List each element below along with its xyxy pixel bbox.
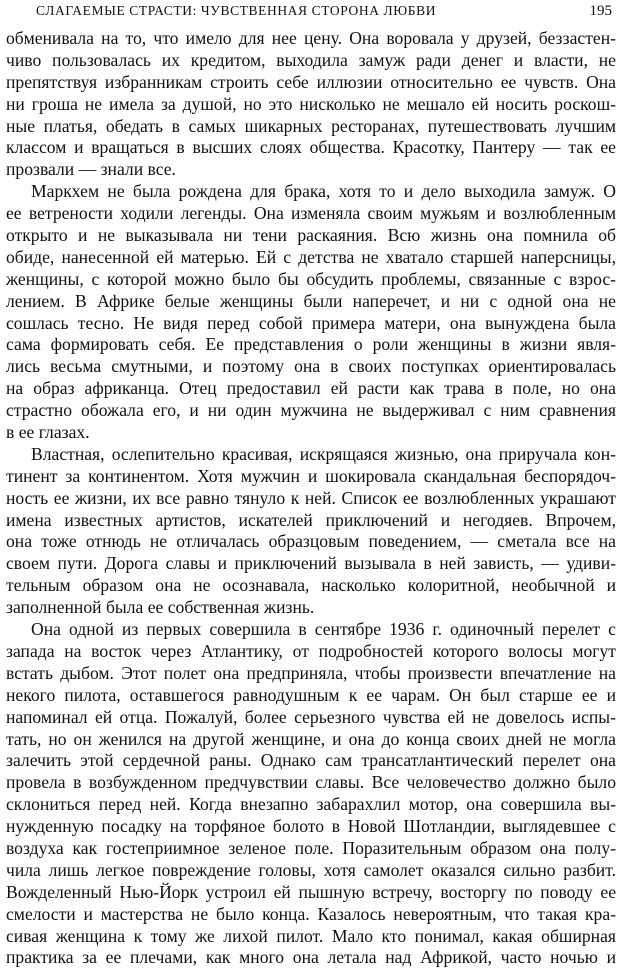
running-head (0, 0, 620, 22)
text-line: воздуха как гостеприимное зеленое поле. Поразительным образом она полу- (6, 837, 616, 858)
text-line: сама формировать себя. Ее представления о роли женщины в жизни явля- (6, 334, 616, 355)
text-line: ее ветрености ходили легенды. Она изменяла своим мужьям и возлюбленным (6, 203, 616, 224)
text-line: сивая женщина к тому же лихой пилот. Мало кто понимал, какая обширная (6, 925, 616, 946)
text-line: обменивала на то, что имело для нее цену. Она воровала у друзей, беззастен- (6, 28, 616, 48)
text-line: чиво пользовалась их кредитом, выходила замуж ради денег и власти, не (6, 49, 616, 70)
text-line: тельным образом она не осознавала, насколько колоритной, необычной и (6, 575, 616, 596)
text-line: заполненной была ее собственная жизнь. (6, 597, 315, 618)
text-line: Вожделенный Нью-Йорк устроил ей пышную встречу, восторгу по поводу ее (6, 881, 616, 902)
text-line: тать, но он женился на другой женщине, и она до конца своих дней не могла (6, 728, 616, 749)
text-line: напоминал ей отца. Пожалуй, более серьезного чувства ей не довелось испы- (6, 706, 616, 727)
text-line: открыто и не выказывала ни тени раскаяния. Всю жизнь она помнила об (6, 225, 616, 246)
text-line: запада на восток через Атлантику, от подробностей которого волосы могут (6, 640, 616, 661)
text-line: имена известных артистов, искателей приключений и негодяев. Впрочем, (6, 509, 616, 530)
text-line: прозвали — знали все. (6, 159, 176, 180)
running-title: СЛАГАЕМЫЕ СТРАСТИ: ЧУВСТВЕННАЯ СТОРОНА ЛЮБВИ (36, 3, 437, 18)
text-line: тинент за континентом. Хотя мужчин и шокировала скандальная беспорядоч- (6, 465, 616, 486)
text-line: она тоже отнюдь не отличалась образцовым поведением, — сметала все на (6, 531, 616, 552)
text-line: обиде, нанесенной ей матерью. Ей с детства не хватало старшей наперсницы, (6, 246, 616, 267)
text-line: страстно обожала его, и ни один мужчина не выдерживал с ним сравнения (6, 400, 616, 421)
text-line: Властная, ослепительно красивая, искрящаяся жизнью, она приручала кон- (31, 443, 616, 464)
text-line: практика за ее плечами, как много она летала над Африкой, часто ночью и (6, 947, 616, 968)
text-line: лись весьма смутными, и поэтому она в своих поступках ориентировалась (6, 356, 616, 377)
text-line: чила лишь легкое повреждение головы, хотя самолет оказался сильно разбит. (6, 859, 616, 880)
text-body (6, 28, 616, 969)
text-line: нужденную посадку на торфяное болото в Новой Шотландии, выглядевшее с (6, 816, 616, 837)
text-line: препятствуя избранникам строить себе иллюзии относительно ее чувств. Она (6, 71, 616, 92)
text-line: склониться перед ней. Когда внезапно забарахлил мотор, она совершила вы- (6, 794, 616, 815)
text-line: классом и вращаться в высших слоях общества. Красотку, Пантеру — так ее (6, 137, 616, 158)
text-line: смелости и мастерства не было конца. Казалось невероятным, что такая кра- (6, 903, 616, 924)
text-line: залечить этой сердечной раны. Однако сам трансатлантический перелет она (6, 750, 616, 771)
text-line: Она одной из первых совершила в сентябре 1936 г. одиночный перелет с (31, 619, 616, 640)
text-line: в ее глазах. (6, 422, 90, 443)
text-line: встать дыбом. Этот полет она предприняла, чтобы произвести впечатление на (6, 662, 616, 683)
text-line: на образ африканца. Отец предоставил ей расти как трава в поле, но она (6, 378, 616, 399)
text-line: сошлась тесно. Не видя перед собой примера матери, она вынуждена была (6, 312, 616, 333)
text-line: ные платья, обедать в самых шикарных ресторанах, путешествовать лучшим (6, 115, 616, 136)
text-line: ни гроша не имела за душой, но это нисколько не мешало ей носить роскош- (6, 93, 616, 114)
text-line: Маркхем не была рождена для брака, хотя то и дело выходила замуж. О (31, 181, 616, 202)
page-number: 195 (589, 3, 612, 19)
text-line: лением. В Африке белые женщины были наперечет, и ни с одной она не (6, 290, 616, 311)
text-line: некого пилота, оставшегося равнодушным к ее чарам. Он был старше ее и (6, 684, 616, 705)
text-line: своем пути. Дорога славы и приключений вызывала в ней зависть, — удиви- (6, 553, 616, 574)
text-line: провела в возбужденном предчувствии славы. Все человечество должно было (6, 772, 616, 793)
text-line: женщины, с которой можно было бы обсудить проблемы, связанные с взрос- (6, 268, 616, 289)
text-line: ность ее жизни, их все равно тянуло к ней. Список ее возлюбленных украшают (6, 487, 616, 508)
